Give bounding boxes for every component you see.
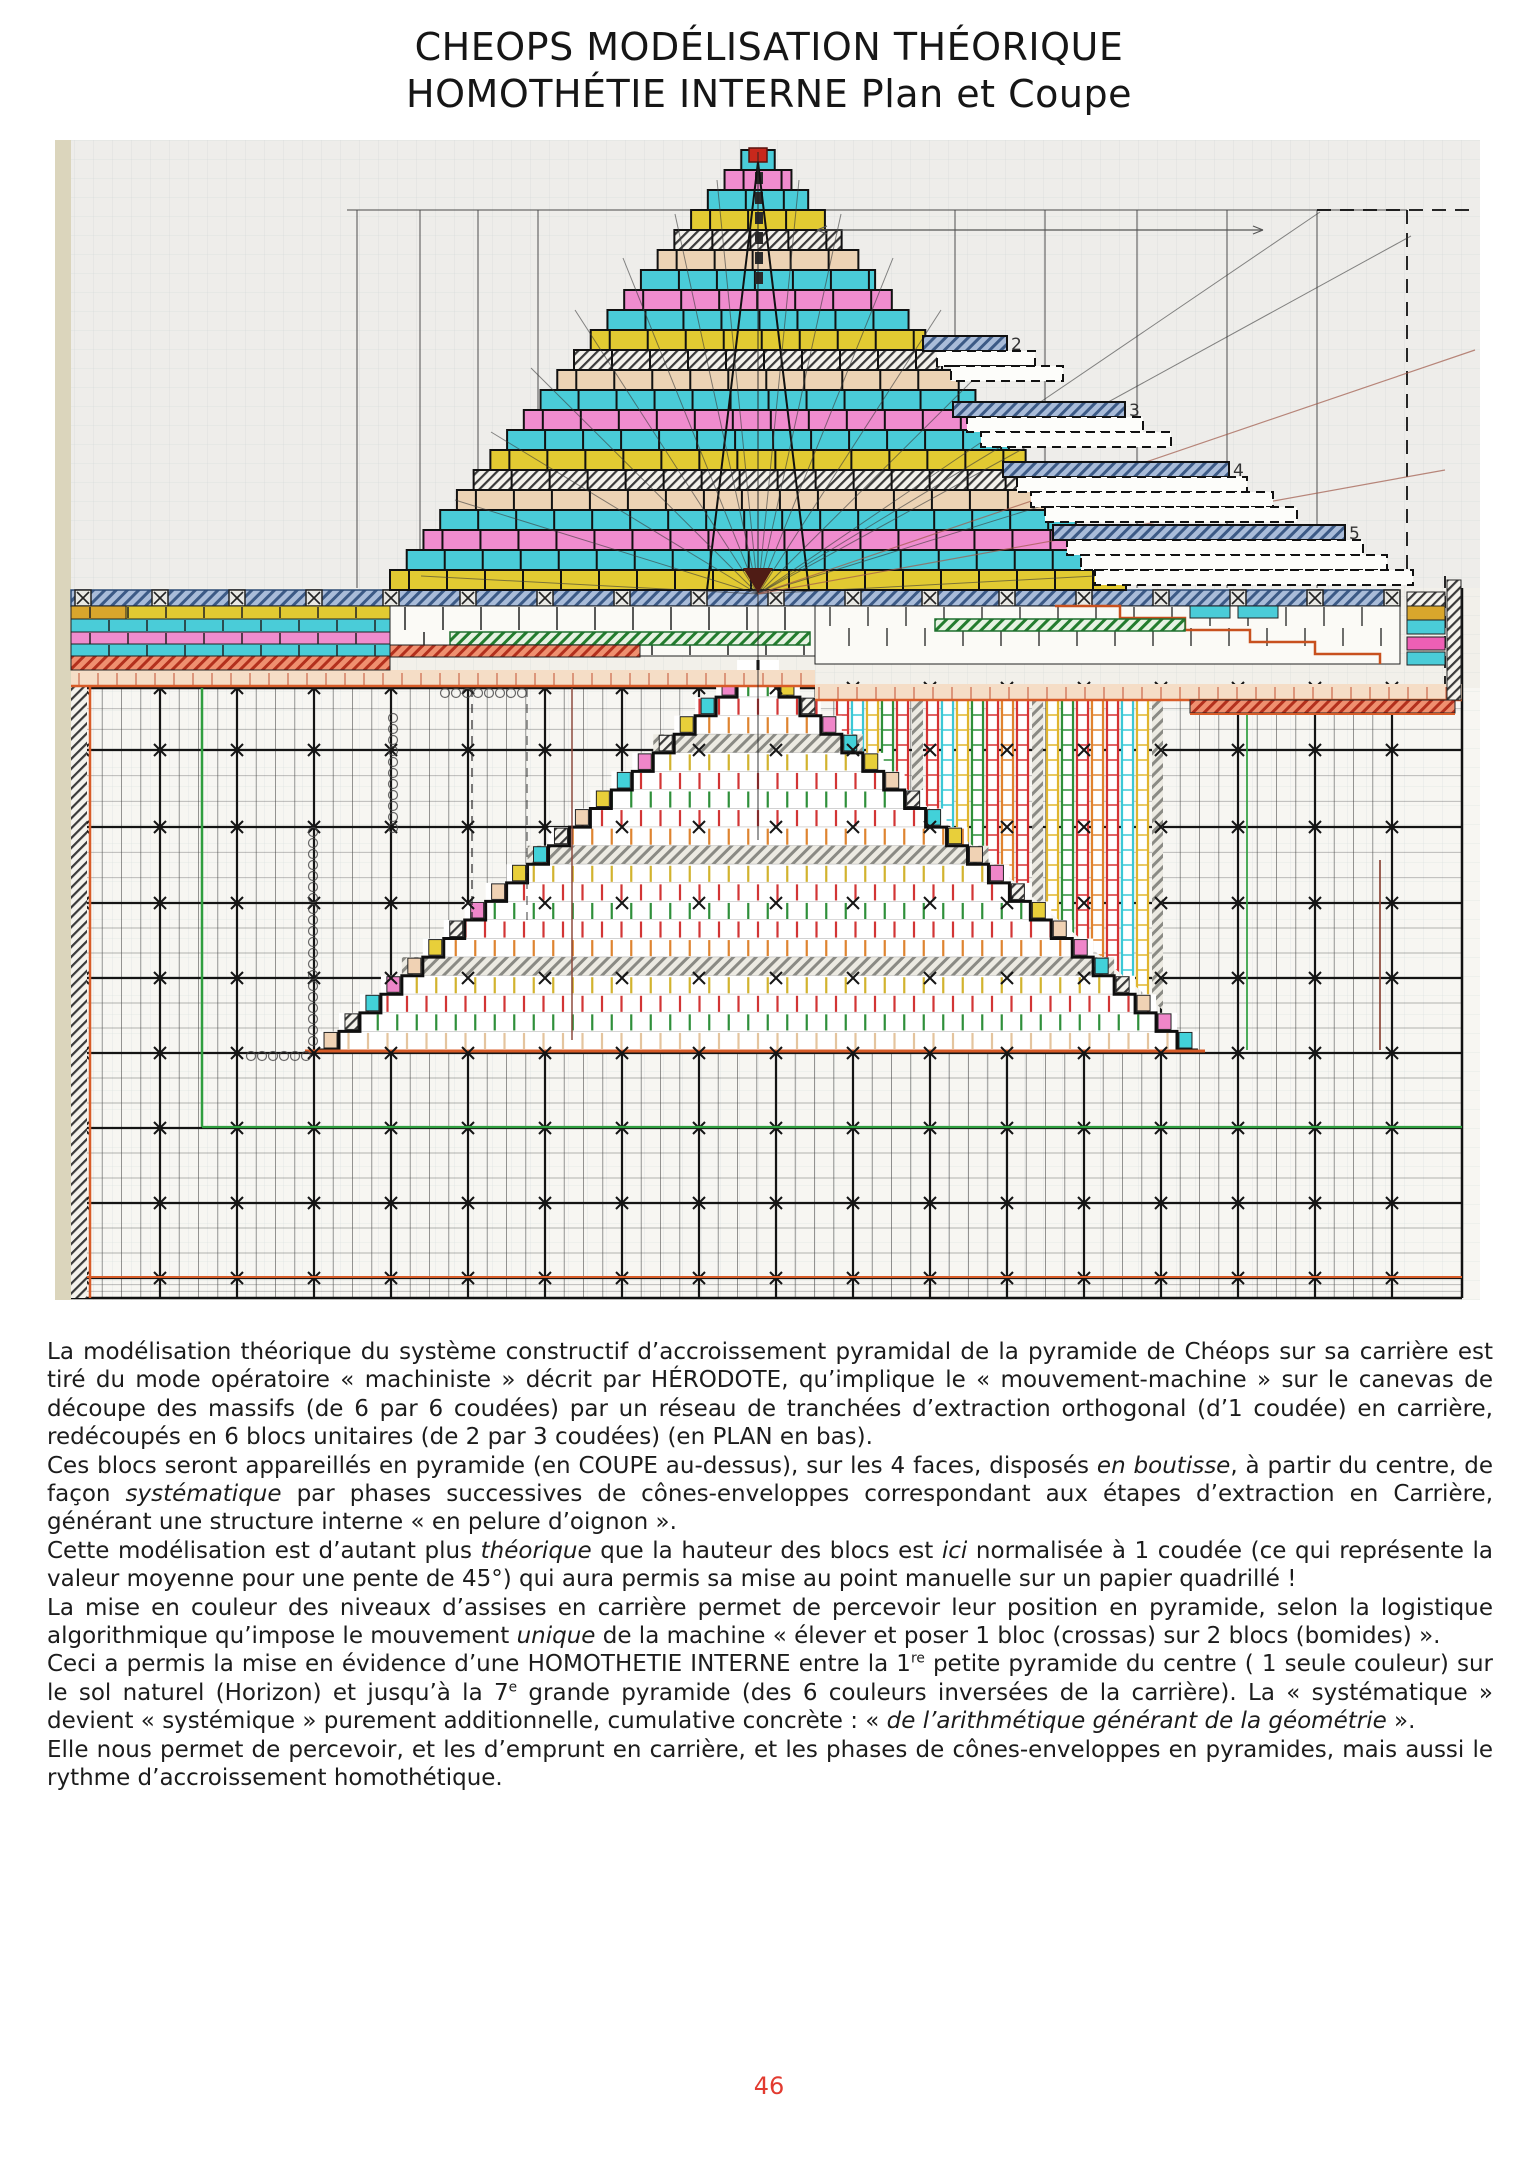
svg-text:3: 3 — [1129, 401, 1140, 421]
paragraph: Cette modélisation est d’autant plus théorique que la hauteur des blocs est ici normalisée à 1 coudée (ce qui représente la valeur moyenne pour une pente de 45°) qui aura permis sa mise au point manuelle sur un papier quadrillé ! — [47, 1537, 1493, 1593]
cheops-plan-coupe-drawing — [55, 140, 1480, 1300]
page-title-line1: CHEOPS MODÉLISATION THÉORIQUE — [414, 25, 1124, 69]
body-text — [47, 1338, 1493, 1793]
paragraph: Ces blocs seront appareillés en pyramide (en COUPE au-dessus), sur les 4 faces, disposés en boutisse, à partir du centre, de façon systématique par phases successives de cônes-enveloppes correspondant aux étapes d’extraction en Carrière, générant une structure interne « en pelure d’oignon ». — [47, 1452, 1494, 1536]
paragraph: Ceci a permis la mise en évidence d’une HOMOTHETIE INTERNE entre la 1re petite pyramide du centre ( 1 seule couleur) sur le sol naturel (Horizon) et jusqu’à la 7e grande pyramide (des 6 couleurs inversées de la carrière). La « systématique » devient « systémique » purement additionnelle, cumulative concrète : « de l’arithmétique générant de la géométrie ». — [47, 1650, 1493, 1735]
paragraph: La modélisation théorique du système constructif d’accroissement pyramidal de la pyramide de Chéops sur sa carrière est tiré du mode opératoire « machiniste » décrit par HÉRODOTE, qu’implique le « mouvement-machine » sur le canevas de découpe des massifs (de 6 par 6 coudées) par un réseau de tranchées d’extraction orthogonal (d’1 coudée) en carrière, redécoupés en 6 blocs unitaires (de 2 par 3 coudées) (en PLAN en bas). — [47, 1339, 1493, 1451]
page-title — [0, 24, 1538, 118]
technical-drawing-svg — [55, 140, 1480, 1300]
svg-text:5: 5 — [1349, 524, 1360, 544]
svg-text:2: 2 — [1011, 335, 1022, 355]
paragraph: Elle nous permet de percevoir, et les d’emprunt en carrière, et les phases de cônes-enveloppes en pyramides, mais aussi le rythme d’accroissement homothétique. — [47, 1736, 1493, 1792]
paragraph: La mise en couleur des niveaux d’assises en carrière permet de percevoir leur position en pyramide, selon la logistique algorithmique qu’impose le mouvement unique de la machine « élever et poser 1 bloc (crossas) sur 2 blocs (bomides) ». — [47, 1594, 1493, 1650]
page-number: 46 — [753, 2072, 785, 2100]
page-title-line2: HOMOTHÉTIE INTERNE Plan et Coupe — [406, 72, 1132, 116]
svg-text:4: 4 — [1233, 461, 1244, 481]
